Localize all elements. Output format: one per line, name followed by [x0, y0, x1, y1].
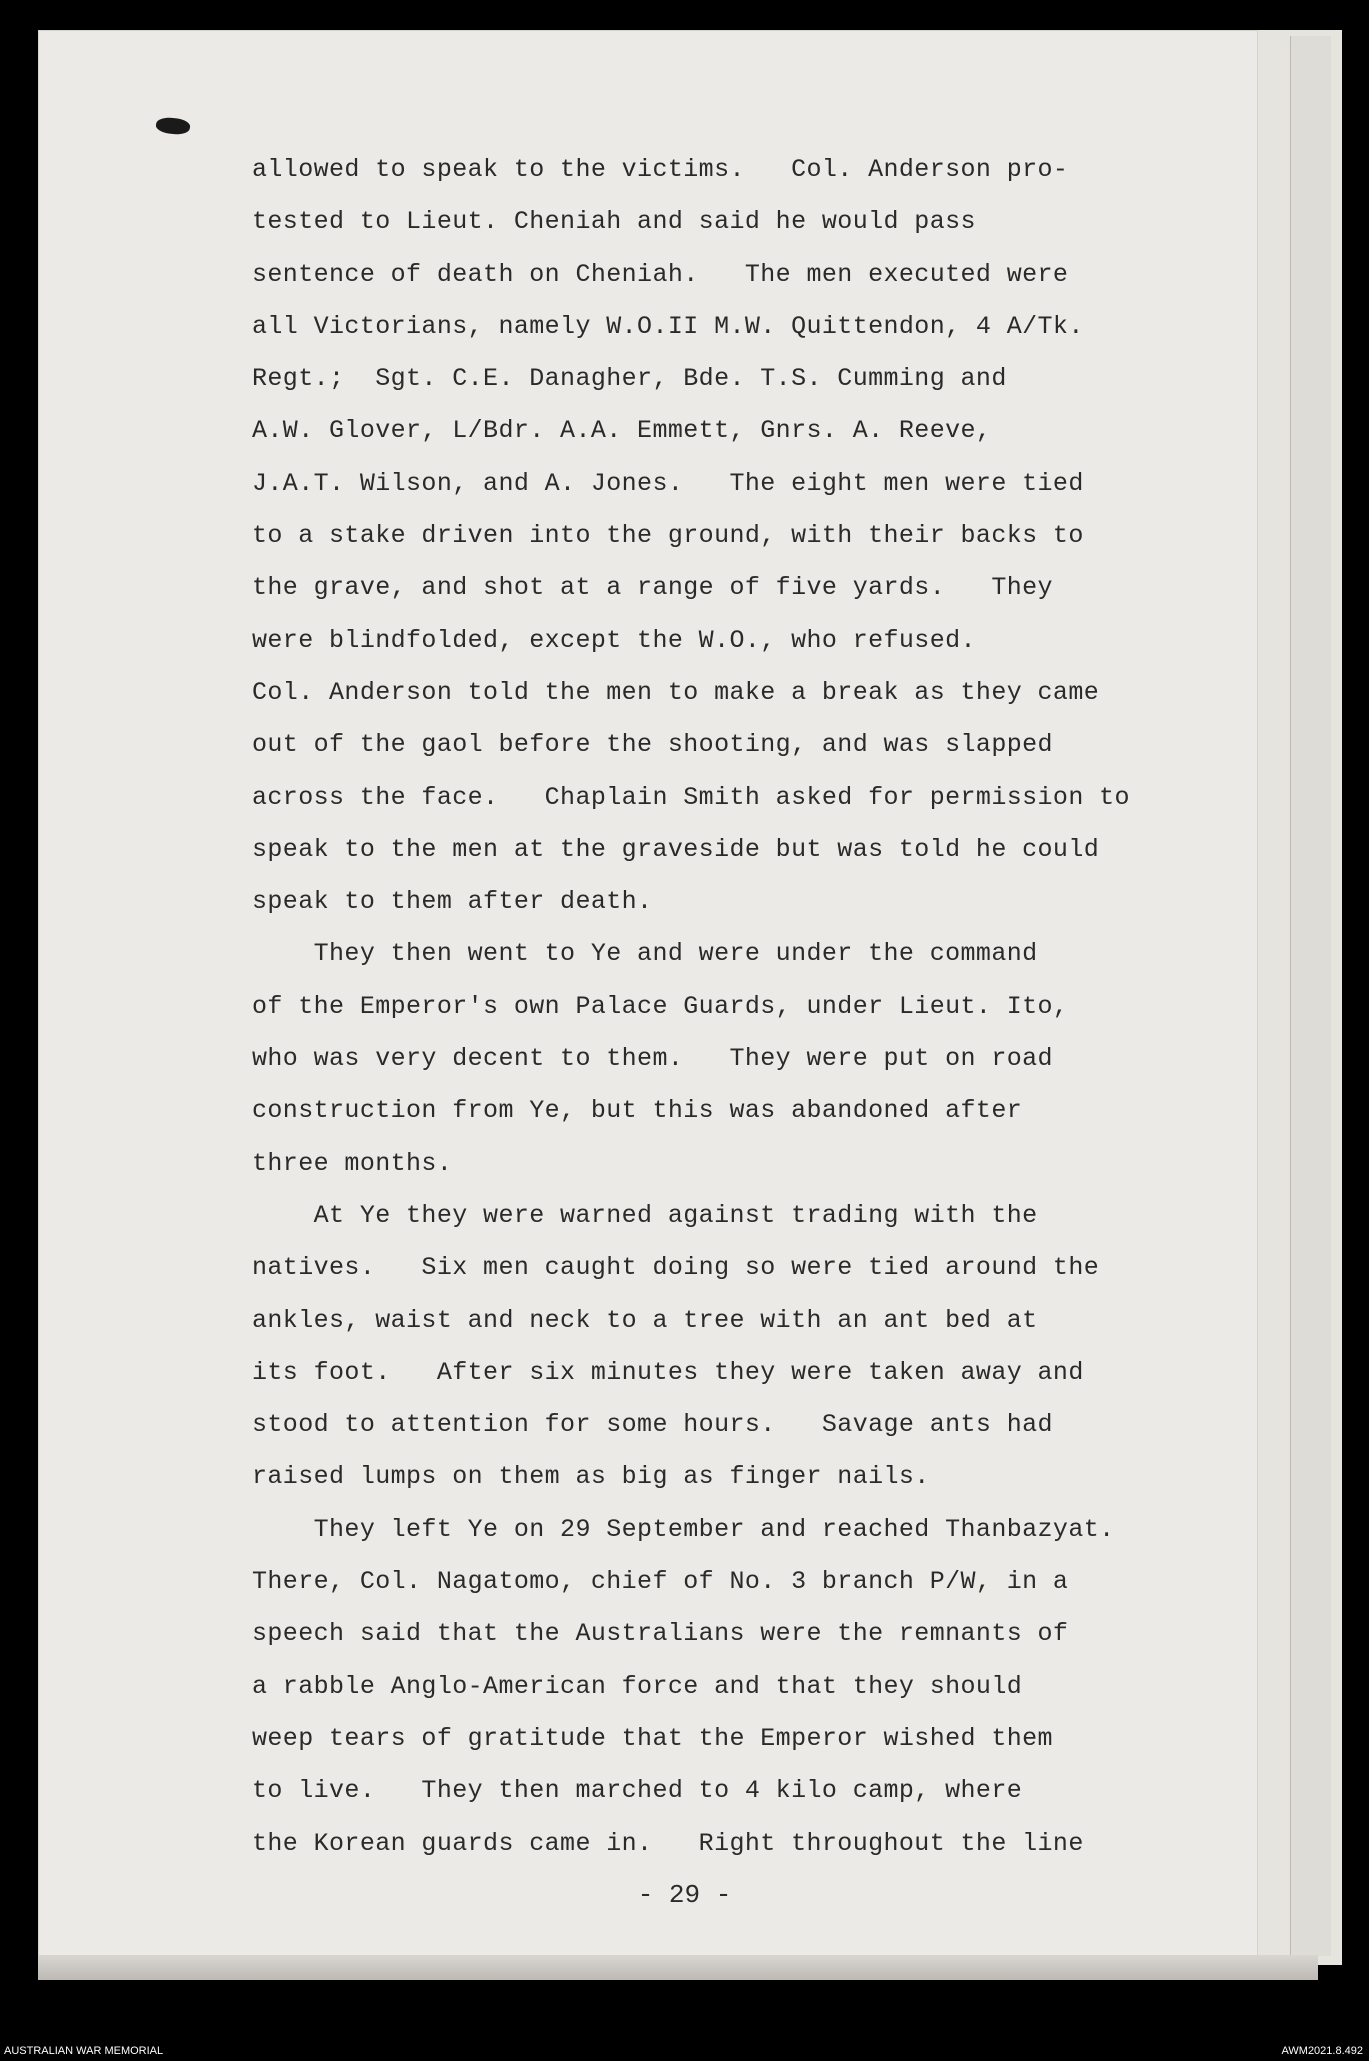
text-line: raised lumps on them as big as finger nails.	[252, 1462, 930, 1492]
text-line: stood to attention for some hours. Savage ants had	[252, 1410, 1053, 1440]
text-line: a rabble Anglo-American force and that they should	[252, 1671, 1023, 1701]
text-line: They then went to Ye and were under the command	[252, 939, 1038, 969]
text-line: sentence of death on Cheniah. The men executed were	[252, 259, 1069, 289]
underlying-page-edge	[1290, 36, 1331, 1956]
text-line: who was very decent to them. They were put on road	[252, 1044, 1053, 1074]
text-line: the grave, and shot at a range of five yards. They	[252, 573, 1053, 603]
text-line: weep tears of gratitude that the Emperor wished them	[252, 1723, 1053, 1753]
footer-archive-name: AUSTRALIAN WAR MEMORIAL	[4, 2045, 164, 2057]
text-line: Col. Anderson told the men to make a break as they came	[252, 677, 1100, 707]
text-line: three months.	[252, 1148, 453, 1178]
text-line: out of the gaol before the shooting, and was slapped	[252, 730, 1053, 760]
text-line: its foot. After six minutes they were taken away and	[252, 1357, 1084, 1387]
text-line: to live. They then marched to 4 kilo camp, where	[252, 1776, 1023, 1806]
text-line: allowed to speak to the victims. Col. Anderson pro-	[252, 155, 1069, 184]
footer-reference-code: AWM2021.8.492	[1281, 2045, 1363, 2057]
text-line: the Korean guards came in. Right throughout the line	[252, 1828, 1084, 1858]
page-bottom-edge	[38, 1955, 1318, 1980]
text-line: ankles, waist and neck to a tree with an ant bed at	[252, 1305, 1038, 1335]
text-line: natives. Six men caught doing so were tied around the	[252, 1253, 1100, 1283]
text-line: speak to them after death.	[252, 887, 653, 917]
text-line: A.W. Glover, L/Bdr. A.A. Emmett, Gnrs. A. Reeve,	[252, 416, 992, 446]
text-line: At Ye they were warned against trading with the	[252, 1200, 1038, 1230]
text-line: tested to Lieut. Cheniah and said he would pass	[252, 207, 976, 237]
text-line: across the face. Chaplain Smith asked for permission to	[252, 782, 1130, 812]
text-line: all Victorians, namely W.O.II M.W. Quittendon, 4 A/Tk.	[252, 311, 1084, 341]
text-line: to a stake driven into the ground, with their backs to	[252, 521, 1084, 551]
text-line: speak to the men at the graveside but was told he could	[252, 834, 1100, 864]
text-line: Regt.; Sgt. C.E. Danagher, Bde. T.S. Cumming and	[252, 364, 1007, 394]
text-line: were blindfolded, except the W.O., who refused.	[252, 625, 976, 655]
text-line: J.A.T. Wilson, and A. Jones. The eight men were tied	[252, 468, 1084, 498]
text-line: They left Ye on 29 September and reached Thanbazyat.	[252, 1514, 1115, 1544]
text-line: There, Col. Nagatomo, chief of No. 3 branch P/W, in a	[252, 1567, 1069, 1597]
typed-text-body	[252, 150, 1172, 1876]
text-line: construction from Ye, but this was abandoned after	[252, 1096, 1023, 1126]
text-line: speech said that the Australians were the remnants of	[252, 1619, 1069, 1649]
text-line: of the Emperor's own Palace Guards, under Lieut. Ito,	[252, 991, 1069, 1021]
page-number: - 29 -	[637, 1880, 732, 1910]
